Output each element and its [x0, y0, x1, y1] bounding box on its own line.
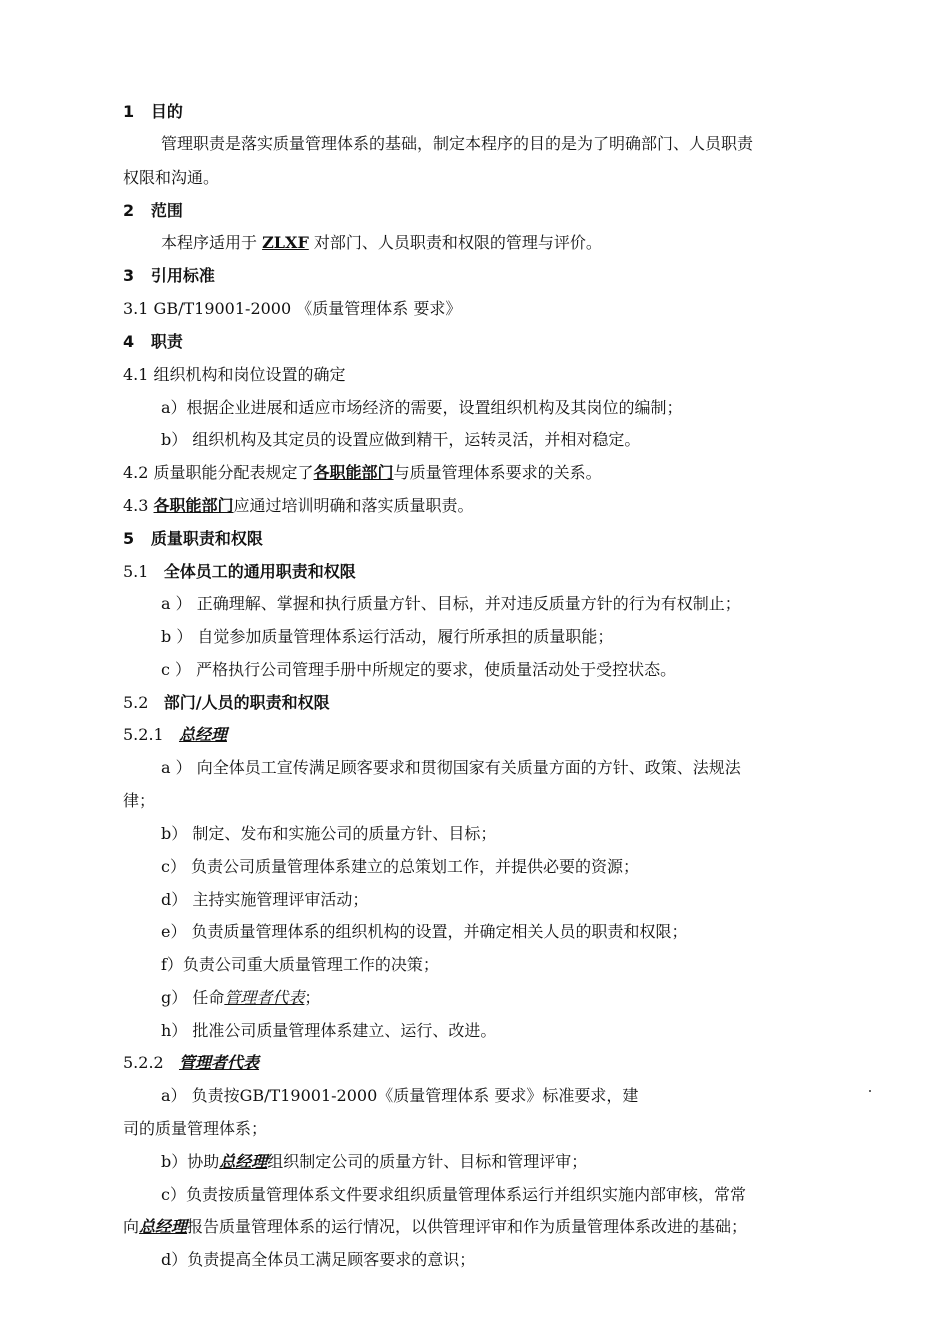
list-item: a）根据企业进展和适应市场经济的需要，设置组织机构及其岗位的编制； [161, 398, 683, 417]
section-title: 引用标准 [150, 266, 215, 285]
section-3-heading [123, 264, 215, 288]
clause-number: 5.2.1 [123, 725, 164, 744]
list-item: d）负责提高全体员工满足顾客要求的意识； [161, 1250, 476, 1269]
list-item: b）协助总经理组织制定公司的质量方针、目标和管理评审； [161, 1152, 588, 1171]
clause-number: 5.2 [123, 693, 149, 712]
role-title: 管理者代表 [178, 1053, 259, 1072]
section-title: 职责 [150, 332, 183, 351]
list-item: c）负责按质量管理体系文件要求组织质量管理体系运行并组织实施内部审核，常常 [161, 1185, 746, 1204]
list-item-continuation: 律； [123, 791, 156, 810]
section-number: 1 [123, 102, 135, 121]
paragraph: 管理职责是落实质量管理体系的基础，制定本程序的目的是为了明确部门、人员职责 [161, 134, 754, 153]
clause-4-1: 4.1 组织机构和岗位设置的确定 [123, 365, 346, 384]
section-number: 4 [123, 332, 135, 351]
section-title: 目的 [150, 102, 183, 121]
clause-4-3: 4.3 各职能部门应通过培训明确和落实质量职责。 [123, 496, 474, 515]
scope-paragraph: 本程序适用于 ZLXF 对部门、人员职责和权限的管理与评价。 [161, 233, 602, 252]
list-item-continuation: 司的质量管理体系； [123, 1119, 268, 1138]
section-5-heading [123, 527, 263, 551]
paragraph-continuation: 权限和沟通。 [123, 168, 220, 187]
department-link-text: 各职能部门 [153, 496, 234, 515]
section-title: 质量职责和权限 [150, 529, 263, 548]
list-item: f）负责公司重大质量管理工作的决策； [161, 955, 439, 974]
department-link-text: 各职能部门 [313, 463, 394, 482]
organization-code: ZLXF [262, 233, 309, 252]
section-2-heading [123, 199, 183, 223]
role-reference: 管理者代表 [224, 988, 305, 1007]
list-item: a ） 正确理解、掌握和执行质量方针、目标，并对违反质量方针的行为有权制止； [161, 594, 741, 613]
list-item: h） 批准公司质量管理体系建立、运行、改进。 [161, 1021, 497, 1040]
section-4-heading [123, 330, 183, 354]
clause-title: 部门/人员的职责和权限 [163, 693, 330, 712]
clause-title: 全体员工的通用职责和权限 [163, 562, 356, 581]
clause-5-2-1 [123, 723, 227, 747]
section-title: 范围 [150, 201, 183, 220]
list-item: b ） 自觉参加质量管理体系运行活动，履行所承担的质量职能； [161, 627, 614, 646]
reference-3-1: 3.1 GB/T19001-2000 《质量管理体系 要求》 [123, 299, 462, 318]
clause-4-2: 4.2 质量职能分配表规定了各职能部门与质量管理体系要求的关系。 [123, 463, 602, 482]
clause-5-2-2 [123, 1051, 259, 1075]
clause-number: 5.1 [123, 562, 149, 581]
section-number: 3 [123, 266, 135, 285]
list-item: e） 负责质量管理体系的组织机构的设置，并确定相关人员的职责和权限； [161, 922, 688, 941]
clause-5-2 [123, 691, 330, 715]
section-number: 2 [123, 201, 135, 220]
section-number: 5 [123, 529, 135, 548]
section-1-heading [123, 100, 183, 124]
clause-number: 5.2.2 [123, 1053, 164, 1072]
role-reference: 总经理 [139, 1217, 188, 1236]
list-item: c ） 严格执行公司管理手册中所规定的要求，使质量活动处于受控状态。 [161, 660, 677, 679]
list-item: a） 负责按GB/T19001-2000《质量管理体系 要求》标准要求，建 [161, 1086, 639, 1105]
stray-mark [869, 1090, 871, 1092]
role-reference: 总经理 [219, 1152, 268, 1171]
role-title: 总经理 [178, 725, 227, 744]
list-item: a ） 向全体员工宣传满足顾客要求和贯彻国家有关质量方面的方针、政策、法规法 [161, 758, 741, 777]
clause-5-1 [123, 560, 356, 584]
list-item: b） 制定、发布和实施公司的质量方针、目标； [161, 824, 497, 843]
list-item: d） 主持实施管理评审活动； [161, 890, 369, 909]
list-item-continuation: 向总经理报告质量管理体系的运行情况，以供管理评审和作为质量管理体系改进的基础； [123, 1217, 748, 1236]
list-item: b） 组织机构及其定员的设置应做到精干，运转灵活，并相对稳定。 [161, 430, 641, 449]
list-item: c） 负责公司质量管理体系建立的总策划工作，并提供必要的资源； [161, 857, 640, 876]
list-item: g） 任命管理者代表； [161, 988, 321, 1007]
